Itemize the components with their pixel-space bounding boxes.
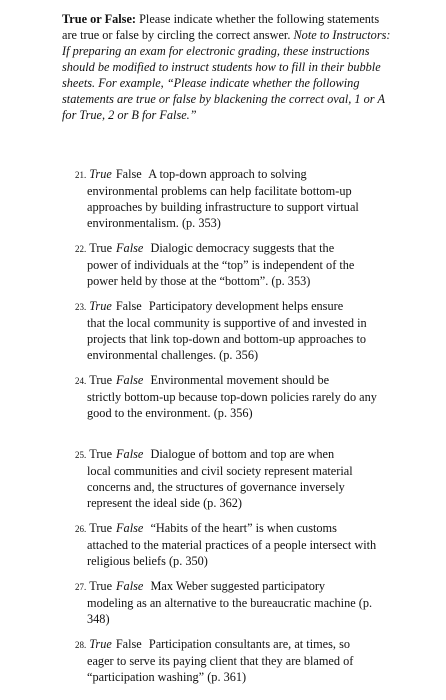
question-text-rest: power of individuals at the “top” is independent of the power held by those at the “bottom”. (p. 353) — [87, 258, 355, 288]
question-text-start: A top-down approach to solving — [148, 167, 307, 181]
question-text-rest: local communities and civil society represent material concerns and, the structures of governance inversely represent the ideal side (p. 362) — [87, 464, 353, 510]
question-number: 23. — [75, 302, 87, 312]
question-number: 24. — [75, 376, 87, 386]
question-item — [75, 298, 385, 363]
question-number: 26. — [75, 524, 87, 534]
question-text-start: Participatory development helps ensure — [148, 299, 344, 313]
false-option[interactable]: False — [116, 241, 144, 255]
question-item — [75, 446, 385, 511]
question-number: 27. — [75, 582, 87, 592]
false-option[interactable]: False — [115, 637, 142, 651]
false-option[interactable]: False — [116, 521, 144, 535]
question-text-rest: strictly bottom-up because top-down policies rarely do any good to the environment. (p. 356) — [87, 390, 377, 420]
true-option[interactable]: True — [89, 299, 112, 313]
question-text-rest: modeling as an alternative to the bureaucratic machine (p. 348) — [87, 596, 373, 626]
true-option[interactable]: True — [89, 373, 113, 387]
question-item — [75, 372, 385, 421]
question-text-start: Environmental movement should be — [150, 373, 330, 387]
question-text-start: Dialogic democracy suggests that the — [150, 241, 335, 255]
question-text-rest: that the local community is supportive of and invested in projects that link top-down and bottom-up approaches to environmental challenges. (p. 356) — [87, 316, 367, 362]
question-number: 21. — [75, 170, 87, 180]
true-option[interactable]: True — [89, 521, 113, 535]
false-option[interactable]: False — [116, 579, 144, 593]
false-option[interactable]: False — [116, 373, 144, 387]
instructor-note: Note to Instructors: If preparing an exam for electronic grading, these instructions should be modified to instruct students how to fill in their bubble sheets. For example, “Please indicate whether the following statements are true or false by blackening the correct oval, 1 or A for True, 2 or B for False.” — [62, 28, 391, 122]
question-item — [75, 166, 385, 231]
false-option[interactable]: False — [116, 447, 144, 461]
false-option[interactable]: False — [115, 299, 142, 313]
question-item — [75, 578, 385, 627]
question-item — [75, 240, 385, 289]
question-text-start: Dialogue of bottom and top are when — [150, 447, 335, 461]
question-item — [75, 636, 385, 685]
true-option[interactable]: True — [89, 447, 113, 461]
question-text-start: Max Weber suggested participatory — [150, 579, 326, 593]
question-number: 28. — [75, 640, 87, 650]
question-item — [75, 520, 385, 569]
question-text-rest: attached to the material practices of a people intersect with religious beliefs (p. 350) — [87, 538, 377, 568]
true-option[interactable]: True — [89, 241, 113, 255]
question-text-rest: eager to serve its paying client that they are blamed of “participation washing” (p. 361) — [87, 654, 354, 684]
true-option[interactable]: True — [89, 637, 112, 651]
question-text-start: “Habits of the heart” is when customs — [150, 521, 337, 535]
true-option[interactable]: True — [89, 579, 113, 593]
false-option[interactable]: False — [115, 167, 142, 181]
instructions-heading: True or False: — [62, 12, 136, 26]
instructions-block — [62, 11, 392, 123]
question-text-start: Participation consultants are, at times, so — [148, 637, 351, 651]
question-text-rest: environmental problems can help facilitate bottom-up approaches by building infrastructure to support virtual environmentalism. (p. 353) — [87, 184, 359, 230]
question-number: 22. — [75, 244, 87, 254]
question-number: 25. — [75, 450, 87, 460]
true-option[interactable]: True — [89, 167, 112, 181]
instructions-text: Please indicate whether the following statements are true or false by circling the correct answer. — [62, 12, 380, 42]
